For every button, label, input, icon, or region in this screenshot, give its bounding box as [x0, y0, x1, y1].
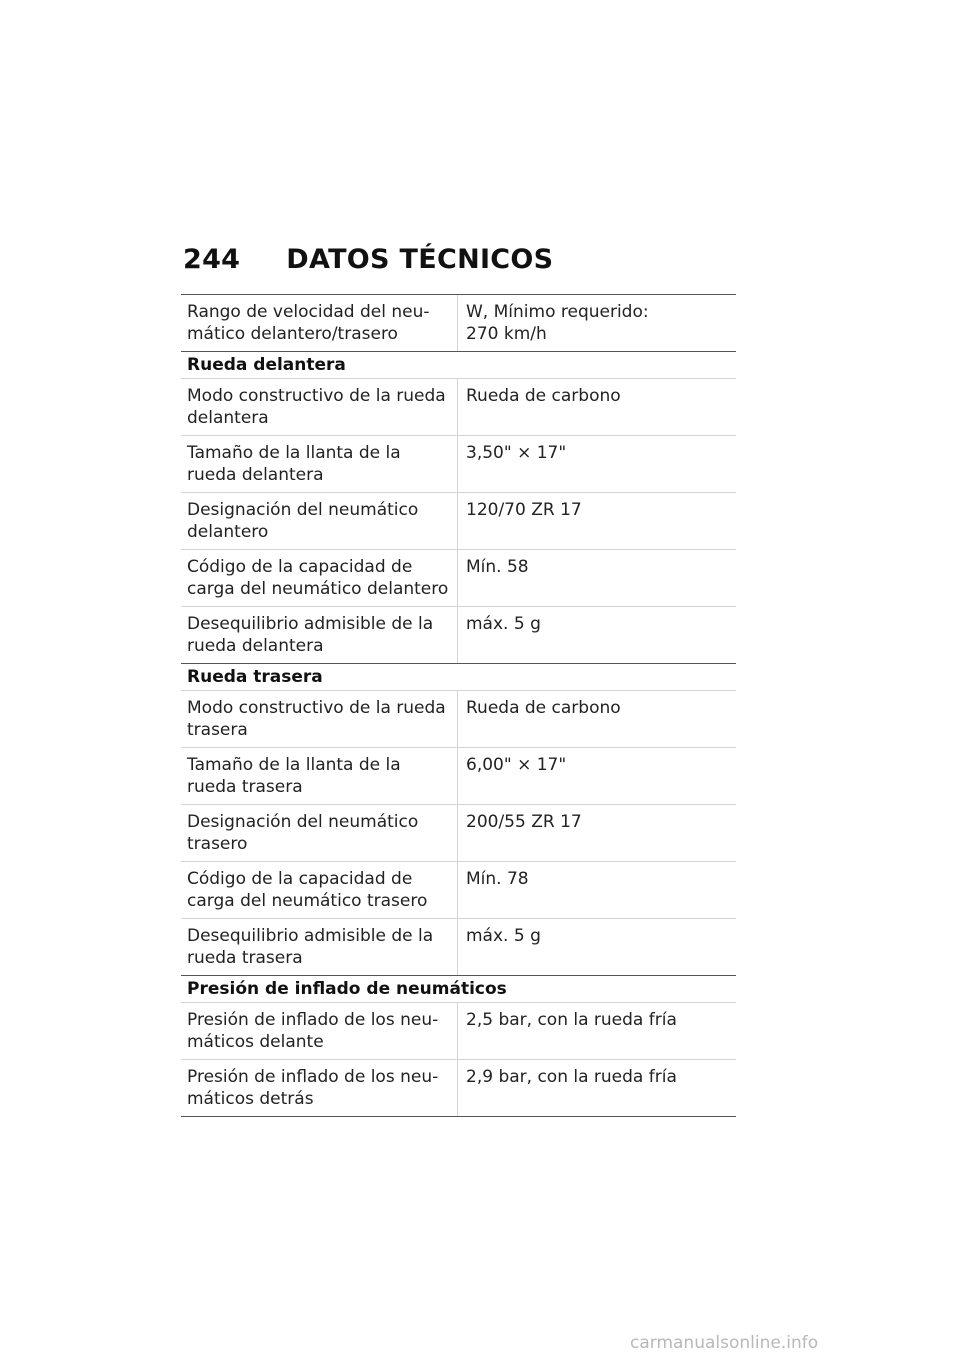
- spec-label: Código de la capacidad de carga del neumático delantero: [181, 550, 458, 606]
- spec-value: máx. 5 g: [466, 614, 541, 634]
- spec-value: Rueda de carbono: [466, 698, 621, 718]
- table-row: [181, 862, 736, 919]
- spec-value: Rueda de carbono: [466, 386, 621, 406]
- table-row: [181, 607, 736, 664]
- table-row: [181, 550, 736, 607]
- table-row: [181, 691, 736, 748]
- table-row: [181, 1060, 736, 1117]
- table-row: [181, 1003, 736, 1060]
- spec-value: 2,9 bar, con la rueda fría: [466, 1067, 677, 1087]
- table-row: [181, 295, 736, 352]
- spec-label: Modo constructivo de la rueda trasera: [181, 691, 458, 747]
- table-row: [181, 748, 736, 805]
- table-row: [181, 379, 736, 436]
- section-title: Rueda trasera: [187, 667, 323, 687]
- spec-label: Tamaño de la llanta de la rueda delantera: [181, 436, 458, 492]
- table-row: [181, 436, 736, 493]
- spec-label: Rango de velocidad del neu- mático delantero/trasero: [181, 295, 458, 351]
- spec-label: Código de la capacidad de carga del neumático trasero: [181, 862, 458, 918]
- spec-label: Presión de inflado de los neu- máticos detrás: [181, 1060, 458, 1116]
- spec-table: [181, 294, 736, 1117]
- watermark: carmanualsonline.info: [630, 1333, 819, 1353]
- spec-value: 6,00" × 17": [466, 755, 567, 775]
- section-title: Presión de inflado de neumáticos: [187, 979, 507, 999]
- spec-value: Mín. 78: [466, 869, 529, 889]
- table-row: [181, 493, 736, 550]
- page-header: [183, 244, 553, 275]
- spec-value: máx. 5 g: [466, 926, 541, 946]
- section-title: Rueda delantera: [187, 355, 346, 375]
- section-header: [181, 351, 736, 379]
- spec-label: Designación del neumático delantero: [181, 493, 458, 549]
- spec-label: Desequilibrio admisible de la rueda trasera: [181, 919, 458, 975]
- spec-label: Tamaño de la llanta de la rueda trasera: [181, 748, 458, 804]
- spec-value: 120/70 ZR 17: [466, 500, 582, 520]
- spec-value: 2,5 bar, con la rueda fría: [466, 1010, 677, 1030]
- spec-value: 200/55 ZR 17: [466, 812, 582, 832]
- page-number: 244: [183, 244, 241, 275]
- section-header: [181, 975, 736, 1003]
- spec-value: Mín. 58: [466, 557, 529, 577]
- spec-value: 3,50" × 17": [466, 443, 567, 463]
- spec-label: Presión de inflado de los neu- máticos delante: [181, 1003, 458, 1059]
- table-row: [181, 919, 736, 976]
- page-title: DATOS TÉCNICOS: [286, 244, 554, 275]
- spec-value: W, Mínimo requerido: 270 km/h: [466, 302, 649, 344]
- spec-label: Desequilibrio admisible de la rueda delantera: [181, 607, 458, 663]
- spec-label: Modo constructivo de la rueda delantera: [181, 379, 458, 435]
- spec-label: Designación del neumático trasero: [181, 805, 458, 861]
- section-header: [181, 663, 736, 691]
- table-row: [181, 805, 736, 862]
